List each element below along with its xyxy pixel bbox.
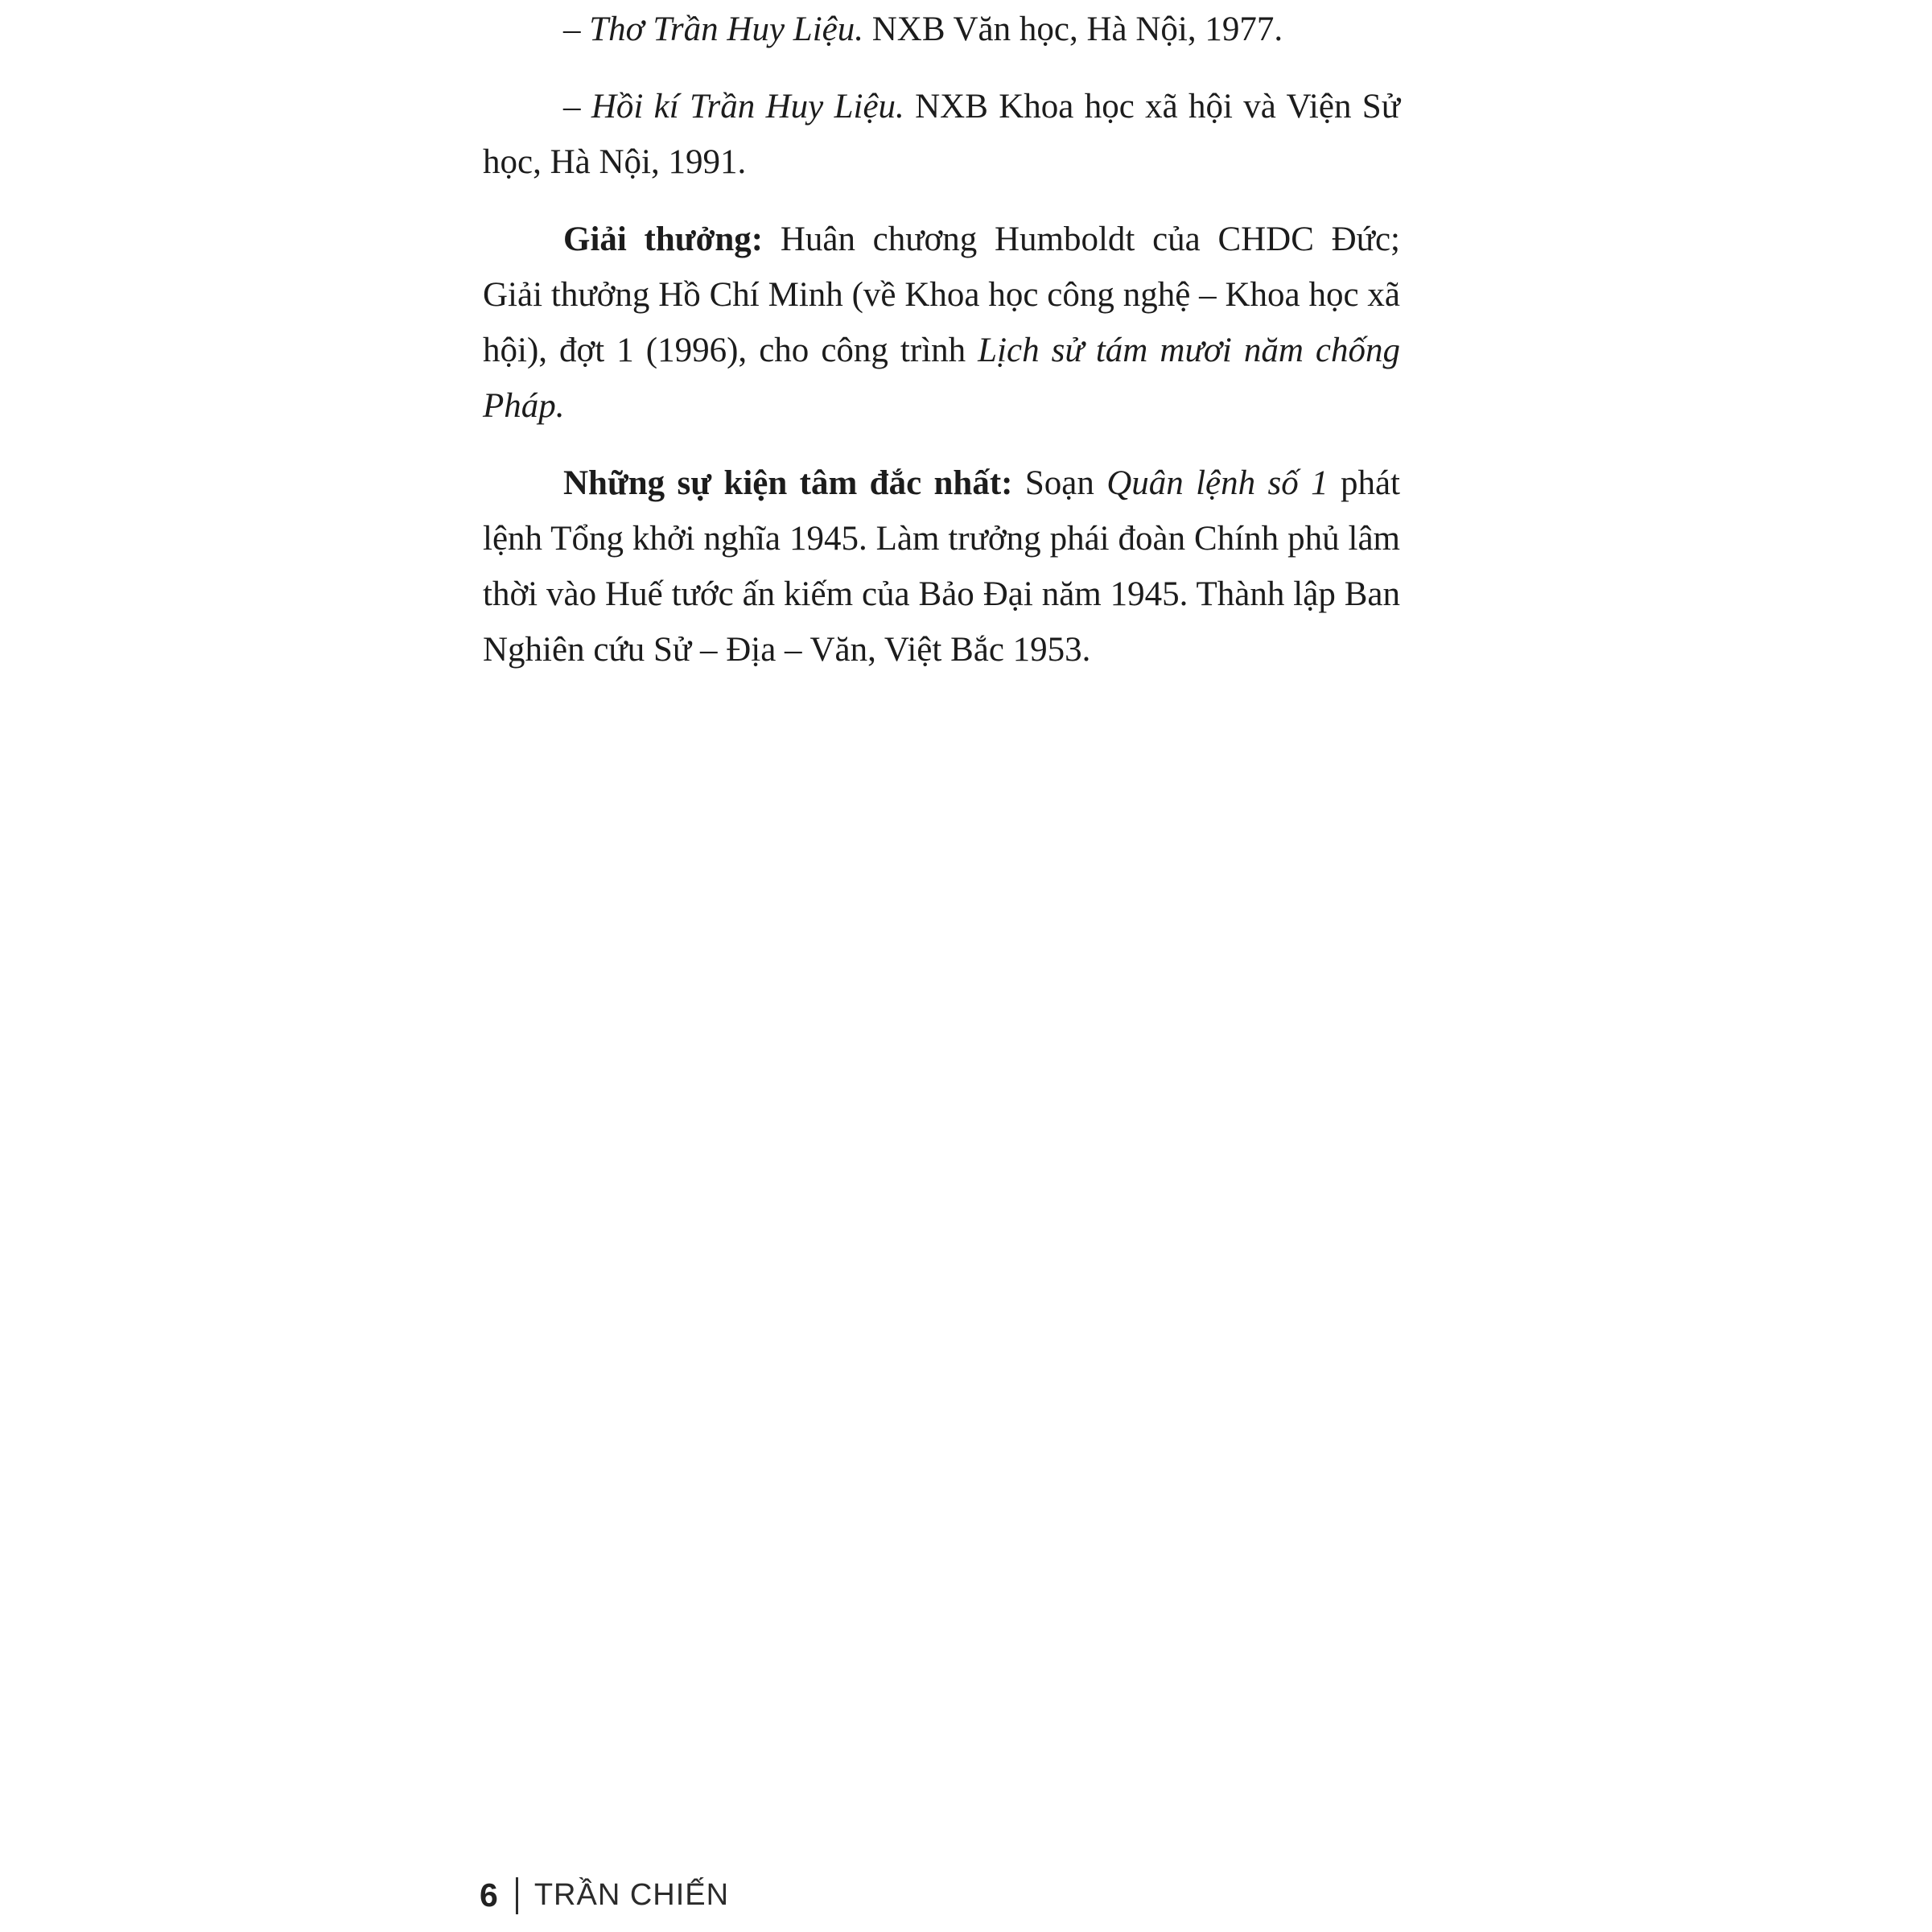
text-run-roman: Huân chương Humboldt của CHDC Đức; Giải thưởng Hồ Chí Minh (về Khoa học công nghệ – Khoa học xã hội), đợt 1 (1996), cho công trình (483, 220, 1400, 369)
text-run-roman: – (563, 88, 591, 126)
page-footer (480, 1876, 729, 1914)
text-run-italic: Hồi kí Trần Huy Liệu. (591, 88, 904, 126)
text-run-italic: Lịch sử tám mươi năm chống Pháp. (483, 332, 1400, 425)
text-run-bold: Giải thưởng: (563, 220, 764, 258)
page-body (483, 2, 1400, 699)
paragraph (483, 212, 1400, 434)
text-run-roman: Soạn (1012, 464, 1107, 502)
running-title: TRẦN CHIẾN (533, 1878, 730, 1912)
paragraph (483, 79, 1400, 190)
text-run-italic: Thơ Trần Huy Liệu. (589, 10, 863, 48)
paragraph (483, 455, 1400, 678)
paragraph (483, 2, 1400, 57)
text-run-bold: Những sự kiện tâm đắc nhất: (563, 464, 1013, 502)
page-number: 6 (480, 1876, 498, 1913)
footer-divider (516, 1877, 518, 1914)
text-run-roman: – (563, 10, 590, 48)
text-run-italic: Quân lệnh số 1 (1106, 464, 1329, 502)
text-run-roman: NXB Khoa học xã hội và Viện Sử học, Hà Nội, 1991. (483, 88, 1400, 181)
text-run-roman: NXB Văn học, Hà Nội, 1977. (863, 10, 1283, 48)
text-run-roman: phát lệnh Tổng khởi nghĩa 1945. Làm trưởng phái đoàn Chính phủ lâm thời vào Huế tước ấn kiếm của Bảo Đại năm 1945. Thành lập Ban Nghiên cứu Sử – Địa – Văn, Việt Bắc 1953. (483, 464, 1400, 669)
